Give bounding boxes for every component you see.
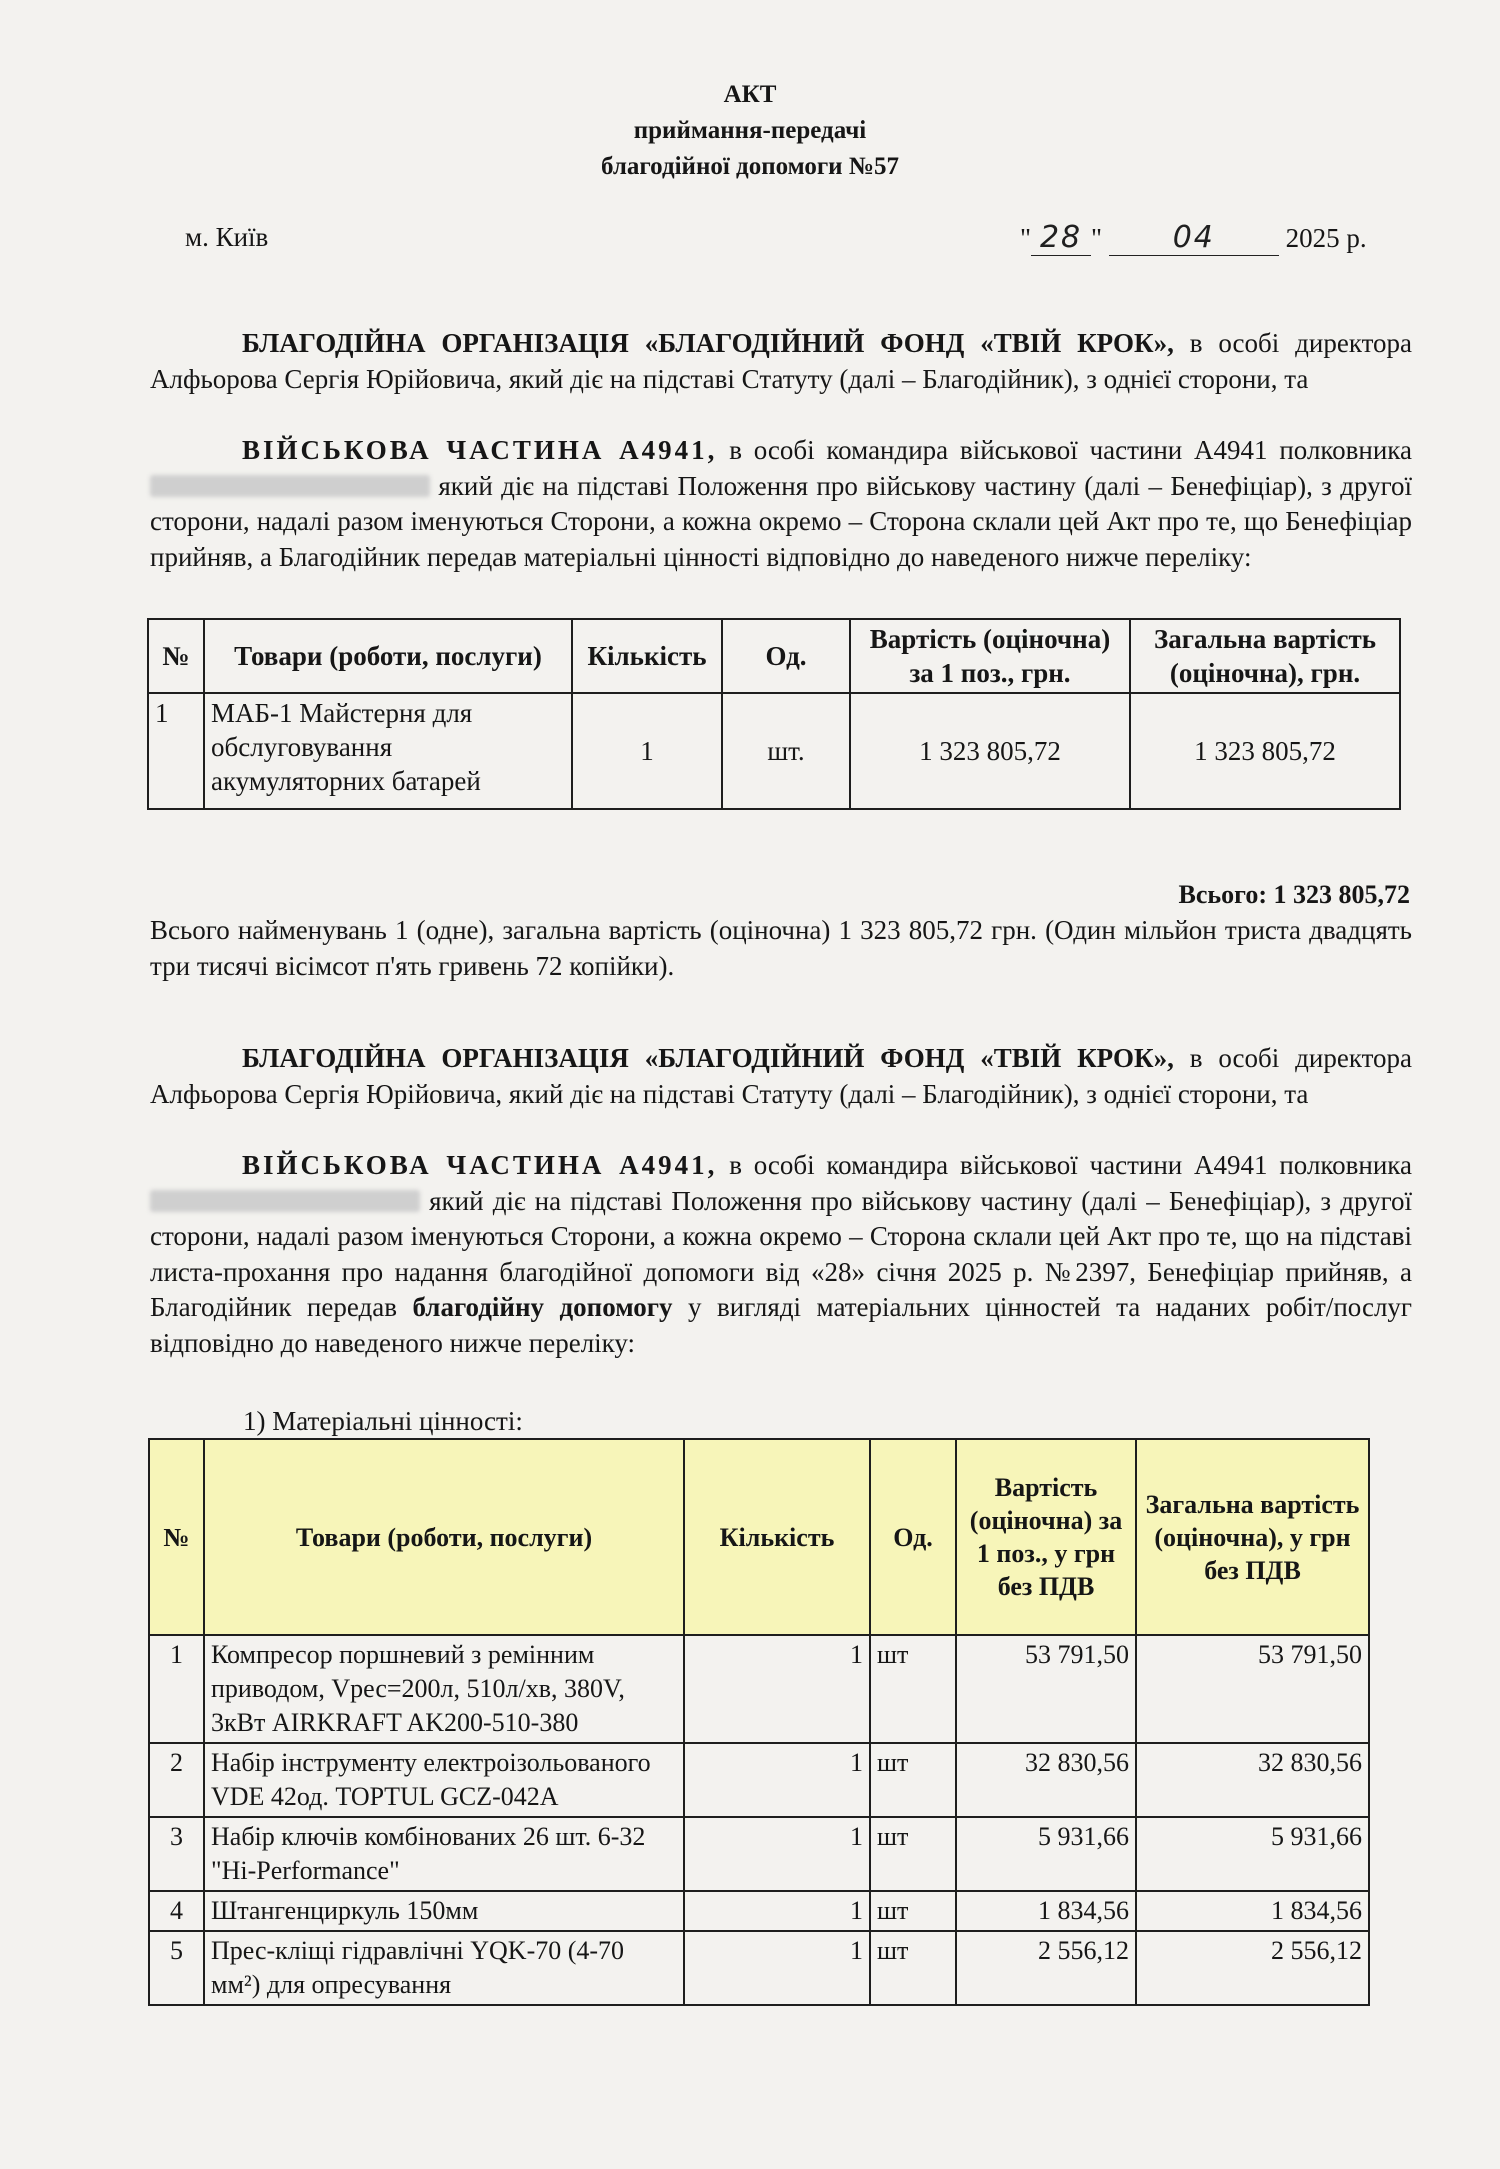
- cell-number: 1: [149, 1635, 204, 1743]
- items-table-1: [147, 618, 1401, 810]
- cell-unit: шт: [870, 1817, 956, 1891]
- cell-goods: Прес-кліщі гідравлічні YQK-70 (4-70 мм²) для опресування: [204, 1931, 684, 2005]
- cell-qty: 1: [684, 1891, 870, 1931]
- col-unit: Од.: [870, 1439, 956, 1635]
- cell-unit-price: 2 556,12: [956, 1931, 1136, 2005]
- col-number: №: [148, 619, 204, 693]
- cell-goods: Штангенциркуль 150мм: [204, 1891, 684, 1931]
- party2-name: ВІЙСЬКОВА ЧАСТИНА А4941,: [242, 435, 718, 465]
- cell-number: 5: [149, 1931, 204, 2005]
- cell-unit: шт: [870, 1931, 956, 2005]
- section1-party2: [150, 433, 1412, 575]
- cell-number: 1: [148, 693, 204, 809]
- doc-date: [1020, 220, 1367, 256]
- col-unit-price: Вартість (оціночна) за 1 поз., у грн без ПДВ: [956, 1439, 1136, 1635]
- place: м. Київ: [185, 222, 269, 252]
- cell-total: 5 931,66: [1136, 1817, 1369, 1891]
- cell-qty: 1: [684, 1817, 870, 1891]
- col-goods: Товари (роботи, послуги): [204, 1439, 684, 1635]
- party2-text-b-2: який діє на підставі Положення про військову частину (далі – Бенефіціар), з другої сторони, надалі разом іменуються Сторони, а кожна окремо – Сторона склали цей Акт про те, що на підставі листа-прохання про надання благодійної допомоги від «28» січня 2025 р. №2397, Бенефіціар прийняв, а Благодійник передав: [150, 1185, 1413, 1322]
- party1-name-2: БЛАГОДІЙНА ОРГАНІЗАЦІЯ «БЛАГОДІЙНИЙ ФОНД «ТВІЙ КРОК»,: [242, 1043, 1174, 1073]
- cell-goods: Набір інструменту електроізольованого VDE 42од. TOPTUL GCZ-042A: [204, 1743, 684, 1817]
- table-header-row: [148, 619, 1400, 693]
- date-month: 04: [1109, 220, 1279, 256]
- date-year: 2025 р.: [1285, 223, 1367, 253]
- col-unit: Од.: [722, 619, 850, 693]
- table-row: [148, 693, 1400, 809]
- table-row: [149, 1931, 1369, 2005]
- cell-qty: 1: [684, 1635, 870, 1743]
- table-row: [149, 1817, 1369, 1891]
- table-row: [149, 1743, 1369, 1817]
- col-goods: Товари (роботи, послуги): [204, 619, 572, 693]
- cell-goods: Набір ключів комбінованих 26 шт. 6-32 "Hi-Performance": [204, 1817, 684, 1891]
- cell-number: 3: [149, 1817, 204, 1891]
- cell-unit: шт: [870, 1635, 956, 1743]
- list-item-materials: 1) Матеріальні цінності:: [243, 1406, 523, 1436]
- date-quote-close: ": [1091, 223, 1103, 253]
- cell-total: 53 791,50: [1136, 1635, 1369, 1743]
- date-quote-open: ": [1020, 223, 1032, 253]
- summary-text: Всього найменувань 1 (одне), загальна вартість (оціночна) 1 323 805,72 грн. (Один мільйон триста двадцять три тисячі вісімсот п'ять гривень 72 копійки).: [150, 915, 1412, 981]
- cell-goods: Компресор поршневий з ремінним приводом, Vрес=200л, 510л/хв, 380V, 3кВт AIRKRAFT AK200-510-380: [204, 1635, 684, 1743]
- table-row: [149, 1635, 1369, 1743]
- table-header-row: [149, 1439, 1369, 1635]
- section2-party1: [150, 1041, 1412, 1112]
- table-row: [149, 1891, 1369, 1931]
- party2-text-a: в особі командира військової частини А4941 полковника: [729, 435, 1412, 465]
- party2-text-a-2: в особі командира військової частини А4941 полковника: [729, 1150, 1412, 1180]
- cell-qty: 1: [684, 1743, 870, 1817]
- cell-number: 2: [149, 1743, 204, 1817]
- cell-total: 32 830,56: [1136, 1743, 1369, 1817]
- charity-aid-bold: благодійну допомогу: [412, 1292, 673, 1322]
- cell-goods: МАБ-1 Майстерня для обслуговування акумуляторних батарей: [204, 693, 572, 809]
- col-qty: Кількість: [684, 1439, 870, 1635]
- col-total: Загальна вартість (оціночна), у грн без ПДВ: [1136, 1439, 1369, 1635]
- cell-total: 1 323 805,72: [1130, 693, 1400, 809]
- cell-total: 1 834,56: [1136, 1891, 1369, 1931]
- redacted-name: [150, 475, 430, 497]
- party2-name-2: ВІЙСЬКОВА ЧАСТИНА А4941,: [242, 1150, 718, 1180]
- cell-unit-price: 5 931,66: [956, 1817, 1136, 1891]
- cell-unit-price: 1 834,56: [956, 1891, 1136, 1931]
- cell-qty: 1: [572, 693, 722, 809]
- redacted-name-2: [150, 1190, 420, 1212]
- items-table-2: [148, 1438, 1370, 2006]
- party2-text-b: який діє на підставі Положення про військову частину (далі – Бенефіціар), з другої сторони, надалі разом іменуються Сторони, а кожна окремо – Сторона склали цей Акт про те, що Бенефіціар прийняв, а Благодійник передав матеріальні цінності відповідно до наведеного нижче переліку:: [150, 470, 1412, 572]
- cell-unit-price: 1 323 805,72: [850, 693, 1130, 809]
- cell-total: 2 556,12: [1136, 1931, 1369, 2005]
- table1-total: Всього: 1 323 805,72: [1178, 880, 1410, 909]
- section2-party2: [150, 1148, 1412, 1361]
- party1-name: БЛАГОДІЙНА ОРГАНІЗАЦІЯ «БЛАГОДІЙНИЙ ФОНД «ТВІЙ КРОК»,: [242, 328, 1174, 358]
- cell-unit: шт.: [722, 693, 850, 809]
- cell-qty: 1: [684, 1931, 870, 2005]
- cell-unit: шт: [870, 1743, 956, 1817]
- cell-unit-price: 53 791,50: [956, 1635, 1136, 1743]
- doc-number: благодійної допомоги №57: [601, 153, 899, 180]
- party2-text-c-2: у вигляді матеріальних цінностей та наданих робіт/послуг відповідно до наведеного нижче переліку:: [150, 1292, 1413, 1358]
- col-total: Загальна вартість (оціночна), грн.: [1130, 619, 1400, 693]
- cell-unit-price: 32 830,56: [956, 1743, 1136, 1817]
- party1-text-2: в особі директора Алфьорова Сергія Юрійовича, який діє на підставі Статуту (далі – Благодійник), з однієї сторони, та: [150, 1043, 1413, 1109]
- cell-number: 4: [149, 1891, 204, 1931]
- date-day: 28: [1031, 220, 1091, 256]
- col-qty: Кількість: [572, 619, 722, 693]
- section1-party1: [150, 326, 1412, 397]
- cell-unit: шт: [870, 1891, 956, 1931]
- col-unit-price: Вартість (оціночна) за 1 поз., грн.: [850, 619, 1130, 693]
- party1-text: в особі директора Алфьорова Сергія Юрійовича, який діє на підставі Статуту (далі – Благодійник), з однієї сторони, та: [150, 328, 1413, 394]
- doc-title: АКТ: [723, 81, 777, 108]
- doc-subtitle: приймання-передачі: [633, 117, 867, 144]
- col-number: №: [149, 1439, 204, 1635]
